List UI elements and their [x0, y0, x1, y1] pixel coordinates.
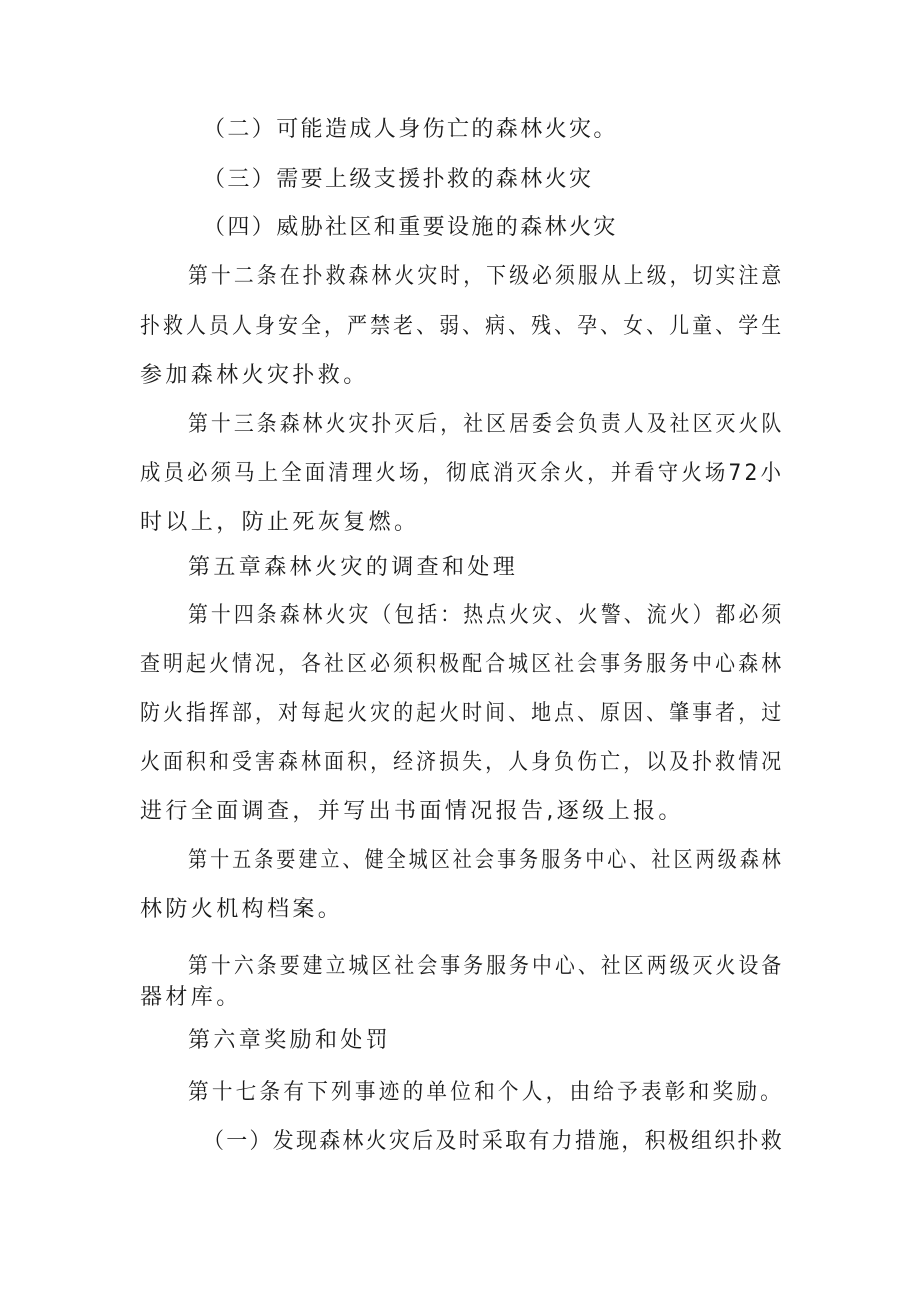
text-line: 器材库。: [140, 985, 242, 1010]
text-line: 参加森林火灾扑救。: [140, 363, 369, 388]
text-line: （一）发现森林火灾后及时采取有力措施，积极组织扑救: [203, 1129, 785, 1154]
text-line: 查明起火情况，各社区必须积极配合城区社会事务服务中心森林: [140, 652, 785, 677]
text-line: 第十三条森林火灾扑灭后，社区居委会负责人及社区灭火队: [188, 412, 785, 437]
text-line: （二）可能造成人身伤亡的森林火灾。: [203, 117, 618, 142]
text-line: 第十六条要建立城区社会事务服务中心、社区两级灭火设备: [188, 954, 785, 979]
text-line: 火面积和受害森林面积，经济损失，人身负伤亡，以及扑救情况: [140, 750, 785, 775]
text-line: 第十五条要建立、健全城区社会事务服务中心、社区两级森林: [188, 848, 784, 873]
chapter-heading: 第六章奖励和处罚: [188, 1028, 392, 1053]
chapter-heading: 第五章森林火灾的调查和处理: [188, 555, 519, 580]
text-line: 第十七条有下列事迹的单位和个人，由给予表彰和奖励。: [188, 1080, 785, 1105]
text-line: 林防火机构档案。: [140, 897, 344, 922]
text-line: 扑救人员人身安全，严禁老、弱、病、残、孕、女、儿童、学生: [140, 314, 785, 339]
text-line: 成员必须马上全面清理火场，彻底消灭余火，并看守火场72小: [140, 461, 785, 486]
text-line: 时以上，防止死灰复燃。: [140, 510, 420, 535]
text-line: 第十二条在扑救森林火灾时，下级必须服从上级，切实注意: [188, 264, 785, 289]
text-line: 进行全面调查，并写出书面情况报告,逐级上报。: [140, 799, 684, 824]
text-line: （三）需要上级支援扑救的森林火灾: [203, 167, 594, 192]
text-line: 第十四条森林火灾（包括：热点火灾、火警、流火）都必须: [188, 603, 785, 628]
text-line: 防火指挥部，对每起火灾的起火时间、地点、原因、肇事者，过: [140, 701, 785, 726]
text-line: （四）威胁社区和重要设施的森林火灾: [203, 215, 618, 240]
